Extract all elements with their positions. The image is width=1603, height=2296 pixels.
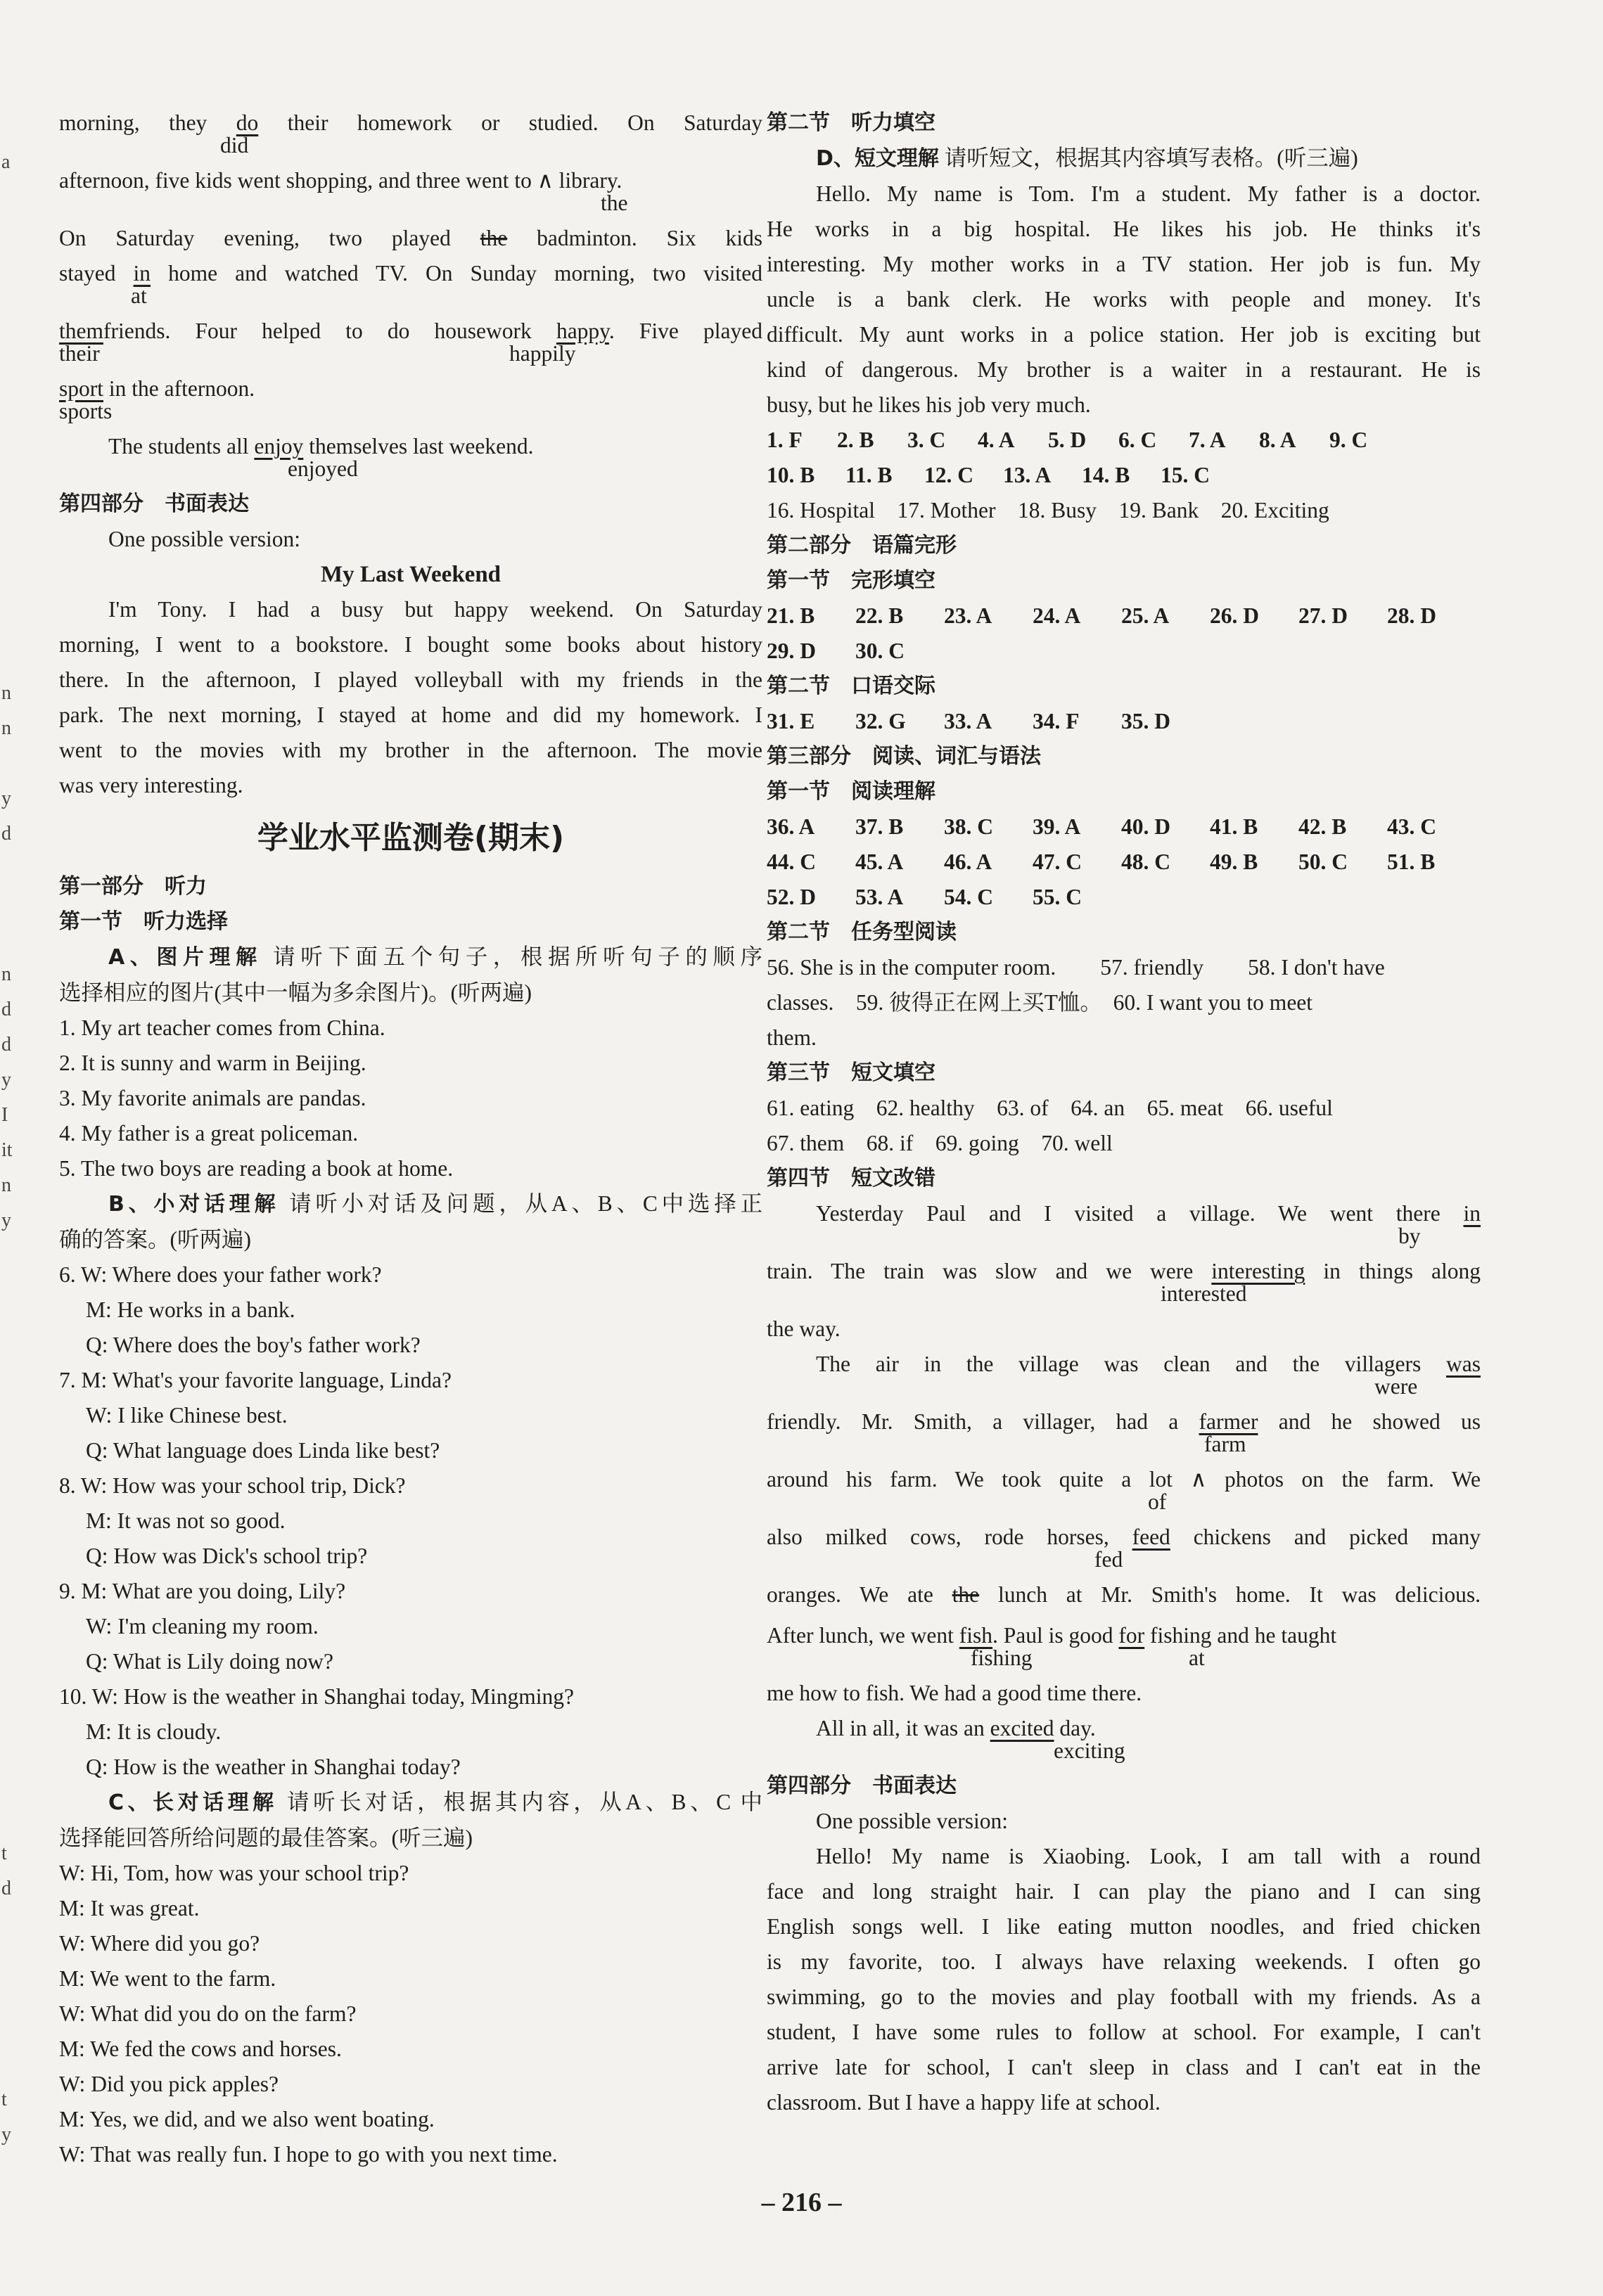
text: . Five played <box>608 319 763 343</box>
error-word: sport <box>59 376 103 401</box>
answer-row: 16. Hospital 17. Mother 18. Busy 19. Bank 20. Exciting <box>767 498 1329 522</box>
left-column <box>59 105 762 2172</box>
bleed-char: n <box>1 1174 11 1196</box>
text: lunch at Mr. Smith's home. It was delicious. <box>997 1582 1481 1607</box>
passage-line: kind of dangerous. My brother is a waiter in a restaurant. He is <box>767 357 1481 382</box>
answer: 26. D <box>1210 603 1259 628</box>
correction-row <box>59 191 762 215</box>
bleed-char: y <box>1 1069 11 1091</box>
text-line: me how to fish. We had a good time there. <box>767 1681 1142 1705</box>
text: The students all <box>108 434 249 458</box>
dialogue-line: W: Hi, Tom, how was your school trip? <box>59 1861 409 1885</box>
essay-line: park. The next morning, I stayed at home and did my homework. I <box>59 703 762 727</box>
essay-title: My Last Weekend <box>320 562 502 587</box>
answer: 5. D <box>1048 428 1087 452</box>
dialogue-line: M: We fed the cows and horses. <box>59 2037 342 2061</box>
bleed-char: n <box>1 682 11 704</box>
dialogue-line: M: He works in a bank. <box>86 1297 295 1322</box>
text: badminton. Six kids <box>537 226 763 250</box>
part-heading: 第一部分 听力 <box>59 874 207 899</box>
answer: 24. A <box>1033 603 1081 628</box>
section-heading: 第一节 听力选择 <box>59 909 228 934</box>
answer-line: 61. eating 62. healthy 63. of 64. an 65. meat 66. useful <box>767 1096 1333 1120</box>
correction-row <box>59 457 762 481</box>
text: train. The train was slow and we were <box>767 1259 1194 1283</box>
dialogue-line: 10. W: How is the weather in Shanghai today, Mingming? <box>59 1684 574 1709</box>
subsection-title: B、小对话理解 <box>108 1192 280 1217</box>
answer: 7. A <box>1189 428 1226 452</box>
instruction: 请听长对话，根据其内容，从A、B、C 中 <box>287 1790 762 1814</box>
instruction: 请听短文，根据其内容填写表格。(听三遍) <box>944 146 1358 170</box>
correction-row <box>767 1432 1481 1456</box>
answer-line: 67. them 68. if 69. going 70. well <box>767 1131 1113 1155</box>
answer: 10. B <box>767 463 815 487</box>
correction-row <box>767 1490 1481 1514</box>
error-word: in <box>133 261 151 286</box>
answer: 31. E <box>767 709 815 733</box>
correction-word: interested <box>1161 1281 1247 1306</box>
deleted-word: the <box>480 226 508 250</box>
dialogue-line: W: What did you do on the farm? <box>59 2001 357 2026</box>
dialogue-line: W: Did you pick apples? <box>59 2072 279 2096</box>
answer: 36. A <box>767 814 815 839</box>
answer: 38. C <box>944 814 993 839</box>
answer-line: classes. 59. 彼得正在网上买T恤。 60. I want you to meet <box>767 990 1313 1015</box>
correction-word: were <box>1374 1374 1418 1399</box>
answer: 39. A <box>1033 814 1081 839</box>
correction-row <box>767 1646 1481 1670</box>
essay-line: student, I have some rules to follow at school. For example, I can't <box>767 2020 1481 2044</box>
answer: 50. C <box>1298 849 1348 874</box>
bleed-char: d <box>1 1034 11 1056</box>
exam-title: 学业水平监测卷(期末) <box>257 820 565 856</box>
answer: 42. B <box>1298 814 1347 839</box>
text: also milked cows, rode horses, <box>767 1525 1109 1549</box>
answer: 46. A <box>944 849 992 874</box>
dialogue-line: 8. W: How was your school trip, Dick? <box>59 1473 406 1498</box>
text: themselves last weekend. <box>309 434 534 458</box>
bleed-char: d <box>1 999 11 1020</box>
bleed-char: y <box>1 788 11 809</box>
error-word: farmer <box>1199 1409 1258 1434</box>
dialogue-line: 7. M: What's your favorite language, Linda? <box>59 1368 452 1392</box>
answer-row <box>767 423 1481 458</box>
passage-line: He works in a big hospital. He likes his job. He thinks it's <box>767 217 1481 241</box>
answer-row <box>767 809 1481 845</box>
section-heading: 第二节 听力填空 <box>767 110 935 135</box>
version-label: One possible version: <box>108 527 300 551</box>
error-word: fish <box>959 1623 993 1648</box>
subsection-title: A、图片理解 <box>108 945 262 970</box>
answer: 25. A <box>1121 603 1170 628</box>
correction-word: the <box>601 191 628 215</box>
text: fishing and he taught <box>1150 1623 1337 1648</box>
correction-line <box>59 221 762 256</box>
dialogue-line: W: Where did you go? <box>59 1931 260 1956</box>
correction-word: enjoyed <box>288 456 358 481</box>
text-line: the way. <box>767 1316 841 1341</box>
passage-line: uncle is a bank clerk. He works with people and money. It's <box>767 287 1481 312</box>
error-word: was <box>1446 1352 1481 1376</box>
answer: 11. B <box>845 463 893 487</box>
answer: 32. G <box>855 709 906 733</box>
correction-word: happily <box>509 341 576 366</box>
error-word: interesting <box>1211 1259 1305 1283</box>
text: in the afternoon. <box>108 376 255 401</box>
correction-word: fed <box>1094 1547 1123 1572</box>
error-word: them <box>59 319 103 343</box>
passage-line: Hello. My name is Tom. I'm a student. My father is a doctor. <box>816 181 1481 206</box>
instruction-line: 选择能回答所给问题的最佳答案。(听三遍) <box>59 1826 473 1850</box>
section-heading: 第一节 阅读理解 <box>767 779 935 804</box>
bleed-char: n <box>1 717 11 739</box>
correction-word: exciting <box>1054 1738 1125 1763</box>
error-word: enjoy <box>254 434 304 458</box>
answer: 6. C <box>1118 428 1157 452</box>
answer: 34. F <box>1033 709 1080 733</box>
question-item: 3. My favorite animals are pandas. <box>59 1086 366 1110</box>
text: friends. Four helped to do housework <box>103 319 532 343</box>
dialogue-line: M: It was great. <box>59 1896 200 1920</box>
question-item: 2. It is sunny and warm in Beijing. <box>59 1051 366 1075</box>
correction-row <box>59 399 762 423</box>
text: in things along <box>1323 1259 1481 1283</box>
instruction: 请听下面五个句子，根据所听句子的顺序 <box>273 944 763 969</box>
correction-row <box>767 1548 1481 1572</box>
dialogue-line: M: Yes, we did, and we also went boating. <box>59 2107 435 2131</box>
bleed-char: t <box>1 1842 7 1864</box>
version-label: One possible version: <box>816 1809 1008 1833</box>
question-item: 1. My art teacher comes from China. <box>59 1015 385 1040</box>
dialogue-line: W: I'm cleaning my room. <box>86 1614 319 1638</box>
dialogue-line: M: It is cloudy. <box>86 1719 222 1744</box>
correction-word: of <box>1148 1489 1167 1514</box>
text: day. <box>1059 1716 1096 1740</box>
part-heading: 第三部分 阅读、词汇与语法 <box>767 744 1041 769</box>
bleed-char: d <box>1 823 11 845</box>
answer: 3. C <box>907 428 946 452</box>
text: All in all, it was an <box>816 1716 985 1740</box>
passage-line: busy, but he likes his job very much. <box>767 392 1091 417</box>
text-line: afternoon, five kids went shopping, and three went to ∧ library. <box>59 168 622 193</box>
answer: 52. D <box>767 885 816 909</box>
passage-line: interesting. My mother works in a TV station. Her job is fun. My <box>767 252 1481 276</box>
essay-line: is my favorite, too. I always have relaxing weekends. I often go <box>767 1949 1481 1974</box>
answer-row <box>767 458 1481 493</box>
text: stayed <box>59 261 116 286</box>
answer: 8. A <box>1259 428 1296 452</box>
correction-word: fishing <box>971 1646 1033 1670</box>
answer: 23. A <box>944 603 992 628</box>
essay-line: classroom. But I have a happy life at school. <box>767 2090 1161 2115</box>
answer-row <box>767 880 1481 915</box>
dialogue-line: Q: What language does Linda like best? <box>86 1438 440 1463</box>
answer: 41. B <box>1210 814 1258 839</box>
instruction-line <box>59 939 762 975</box>
bleed-char: it <box>1 1139 13 1161</box>
answer: 40. D <box>1121 814 1170 839</box>
text: oranges. We ate <box>767 1582 933 1607</box>
answer: 27. D <box>1298 603 1348 628</box>
essay-line: there. In the afternoon, I played volleyball with my friends in the <box>59 667 762 692</box>
answer: 14. B <box>1082 463 1130 487</box>
bleed-char: d <box>1 1878 11 1899</box>
answer: 9. C <box>1329 428 1368 452</box>
bleed-char: n <box>1 963 11 985</box>
error-word: for <box>1118 1623 1145 1648</box>
instruction-line <box>59 1785 762 1821</box>
answer-row <box>767 598 1481 634</box>
correction-line <box>767 1577 1481 1612</box>
essay-line: I'm Tony. I had a busy but happy weekend. On Saturday <box>108 597 762 622</box>
essay-line: morning, I went to a bookstore. I bought some books about history <box>59 632 762 657</box>
answer: 45. A <box>855 849 904 874</box>
answer-row <box>767 845 1481 880</box>
essay-line: went to the movies with my brother in the afternoon. The movie <box>59 738 762 762</box>
answer: 37. B <box>855 814 904 839</box>
dialogue-line: W: That was really fun. I hope to go with you next time. <box>59 2142 558 2167</box>
section-heading: 第二节 任务型阅读 <box>767 920 957 944</box>
answer: 35. D <box>1121 709 1170 733</box>
bleed-char: y <box>1 2124 11 2146</box>
answer: 13. A <box>1003 463 1052 487</box>
answer: 43. C <box>1387 814 1436 839</box>
correction-line: around his farm. We took quite a lot ∧ photos on the farm. We <box>767 1467 1481 1492</box>
answer: 54. C <box>944 885 993 909</box>
text: friendly. Mr. Smith, a villager, had a <box>767 1409 1179 1434</box>
answer-row <box>767 634 1481 669</box>
dialogue-line: 9. M: What are you doing, Lily? <box>59 1579 346 1603</box>
text: . Paul is good <box>992 1623 1113 1648</box>
answer: 12. C <box>924 463 973 487</box>
text: On Saturday evening, two played <box>59 226 451 250</box>
correction-word: by <box>1398 1224 1421 1248</box>
correction-word: did <box>220 133 249 158</box>
bleed-char: t <box>1 2089 7 2110</box>
correction-word: their <box>59 341 100 366</box>
essay-line: face and long straight hair. I can play the piano and I can sing <box>767 1879 1481 1904</box>
bleed-char: a <box>1 151 11 173</box>
correction-row <box>59 284 762 308</box>
dialogue-line: M: It was not so good. <box>86 1508 286 1533</box>
error-word: happy <box>556 319 609 343</box>
correction-word: farm <box>1204 1432 1246 1456</box>
answer: 47. C <box>1033 849 1082 874</box>
deleted-word: the <box>952 1582 980 1607</box>
dialogue-line: M: We went to the farm. <box>59 1966 276 1991</box>
passage-line: difficult. My aunt works in a police station. Her job is exciting but <box>767 322 1481 347</box>
correction-row <box>767 1739 1481 1763</box>
subsection-title: D、短文理解 <box>816 146 939 171</box>
section-heading: 第四部分 书面表达 <box>59 492 249 516</box>
answer: 49. B <box>1210 849 1258 874</box>
answer: 22. B <box>855 603 904 628</box>
text: home and watched TV. On Sunday morning, two visited <box>168 261 763 286</box>
text: morning, they <box>59 110 207 135</box>
answer: 28. D <box>1387 603 1436 628</box>
answer-row <box>767 704 1481 739</box>
margin-bleed-letters <box>0 0 21 2296</box>
essay-line: English songs well. I like eating mutton noodles, and fried chicken <box>767 1914 1481 1939</box>
essay-line: Hello! My name is Xiaobing. Look, I am tall with a round <box>816 1844 1481 1868</box>
instruction-line: 确的答案。(听两遍) <box>59 1227 251 1252</box>
section-heading: 第二节 口语交际 <box>767 674 935 698</box>
text: their homework or studied. On Saturday <box>287 110 762 135</box>
dialogue-line: Q: How was Dick's school trip? <box>86 1544 368 1568</box>
correction-word: at <box>1189 1646 1205 1670</box>
correction-row <box>767 1224 1481 1248</box>
section-heading: 第四节 短文改错 <box>767 1166 935 1191</box>
answer: 48. C <box>1121 849 1170 874</box>
subsection-title: C、长对话理解 <box>108 1790 278 1815</box>
answer: 21. B <box>767 603 815 628</box>
bleed-char: I <box>1 1104 8 1126</box>
answer: 29. D <box>767 639 816 663</box>
error-word: excited <box>990 1716 1054 1740</box>
correction-row <box>767 1375 1481 1399</box>
part-heading: 第四部分 书面表达 <box>767 1774 957 1798</box>
answer: 53. A <box>855 885 904 909</box>
text: Yesterday Paul and I visited a village. We went there <box>816 1201 1441 1226</box>
part-heading: 第二部分 语篇完形 <box>767 533 957 558</box>
answer: 33. A <box>944 709 992 733</box>
instruction: 请听小对话及问题，从A、B、C中选择正 <box>289 1191 763 1216</box>
instruction-line <box>767 141 1481 177</box>
page-number: – 216 – <box>761 2188 842 2217</box>
answer-line: them. <box>767 1025 817 1050</box>
error-word: feed <box>1132 1525 1170 1549</box>
essay-line: swimming, go to the movies and play football with my friends. As a <box>767 1984 1481 2009</box>
correction-word: at <box>131 283 147 308</box>
answer: 44. C <box>767 849 816 874</box>
correction-row <box>59 342 762 366</box>
instruction-line <box>59 1186 762 1222</box>
answer: 1. F <box>767 428 803 452</box>
text: chickens and picked many <box>1193 1525 1481 1549</box>
answer: 15. C <box>1161 463 1210 487</box>
answer: 4. A <box>978 428 1015 452</box>
essay-line: was very interesting. <box>59 773 243 797</box>
correction-row <box>59 134 762 158</box>
dialogue-line: 6. W: Where does your father work? <box>59 1262 382 1287</box>
right-column <box>767 105 1481 2120</box>
bleed-char: y <box>1 1210 11 1231</box>
dialogue-line: W: I like Chinese best. <box>86 1403 288 1428</box>
question-item: 5. The two boys are reading a book at home. <box>59 1156 454 1181</box>
answer: 51. B <box>1387 849 1436 874</box>
question-item: 4. My father is a great policeman. <box>59 1121 359 1146</box>
essay-line: arrive late for school, I can't sleep in class and I can't eat in the <box>767 2055 1481 2079</box>
error-word: in <box>1463 1201 1481 1226</box>
correction-row <box>767 1282 1481 1306</box>
correction-word: sports <box>59 399 113 423</box>
answer-line: 56. She is in the computer room. 57. friendly 58. I don't have <box>767 955 1385 980</box>
answer: 55. C <box>1033 885 1082 909</box>
dialogue-line: Q: What is Lily doing now? <box>86 1649 334 1674</box>
dialogue-line: Q: Where does the boy's father work? <box>86 1333 421 1357</box>
text: and he showed us <box>1278 1409 1481 1434</box>
instruction-line: 选择相应的图片(其中一幅为多余图片)。(听两遍) <box>59 980 532 1005</box>
text: After lunch, we went <box>767 1623 954 1648</box>
dialogue-line: Q: How is the weather in Shanghai today? <box>86 1755 461 1779</box>
section-heading: 第一节 完形填空 <box>767 568 935 593</box>
section-heading: 第三节 短文填空 <box>767 1060 935 1085</box>
error-word: do <box>236 110 259 135</box>
answer: 2. B <box>837 428 874 452</box>
answer: 30. C <box>855 639 905 663</box>
text: The air in the village was clean and the villagers <box>816 1352 1422 1376</box>
